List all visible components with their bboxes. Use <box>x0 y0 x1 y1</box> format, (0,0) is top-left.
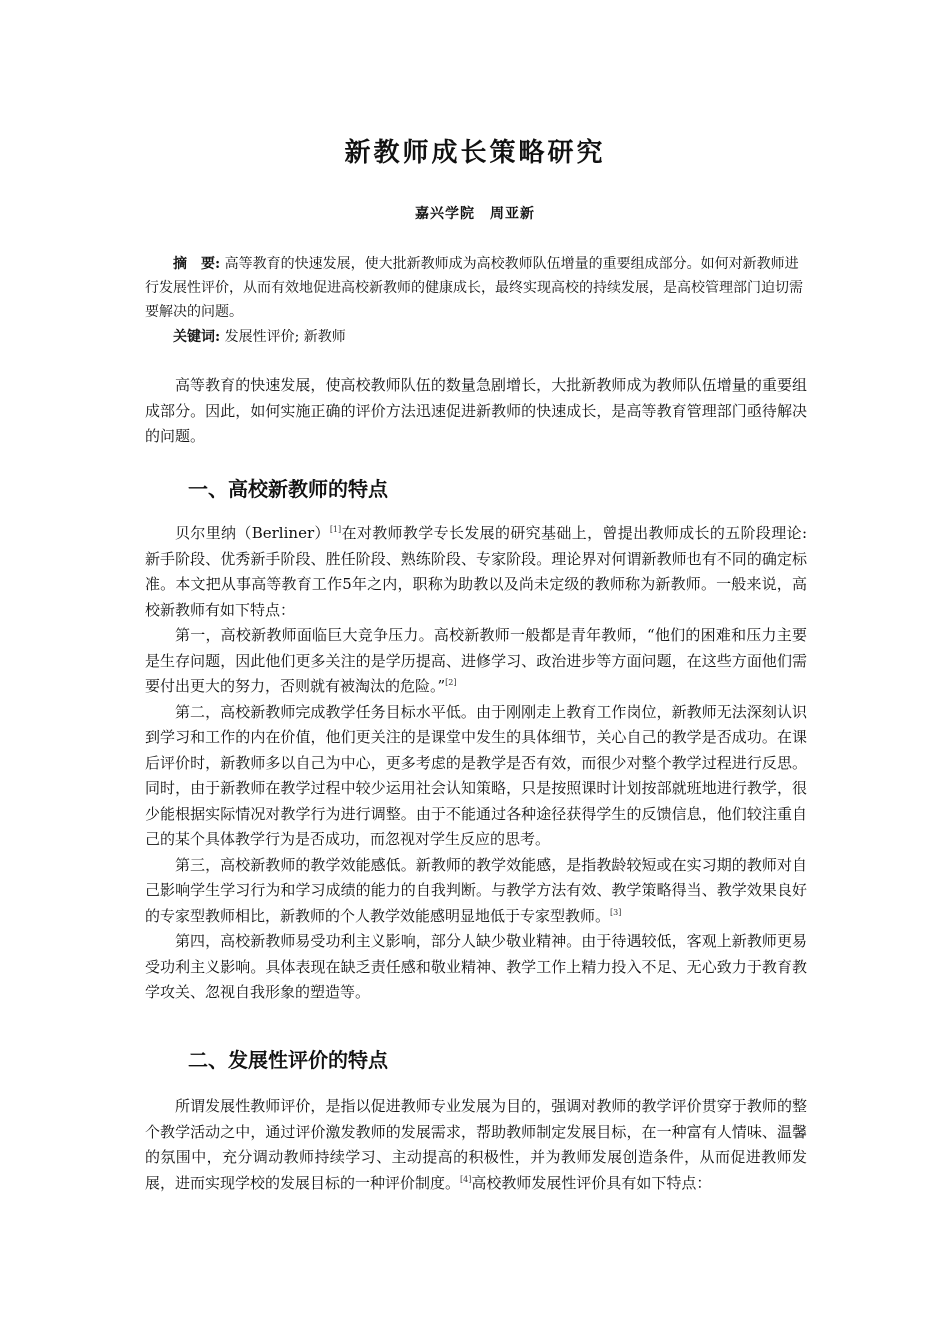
keywords <box>145 325 807 349</box>
section-1-paragraph-1 <box>145 521 807 623</box>
section-1-body <box>145 521 807 1006</box>
s2p1-tail: 高校教师发展性评价具有如下特点： <box>471 1173 712 1192</box>
s1p1-text-a: 贝尔里纳（Berliner） <box>175 524 330 542</box>
abstract-label: 摘 要: <box>173 256 221 272</box>
citation-ref: [3] <box>610 907 622 917</box>
citation-ref: [1] <box>329 525 342 534</box>
author-line: 嘉兴学院 周亚新 <box>415 206 535 222</box>
section-heading-1: 一、高校新教师的特点 <box>188 477 388 501</box>
section-heading-2: 二、发展性评价的特点 <box>188 1048 388 1072</box>
intro-paragraph: 高等教育的快速发展，使高校教师队伍的数量急剧增长，大批新教师成为教师队伍增量的重要组成部分。因此，如何实施正确的评价方法迅速促进新教师的快速成长，是高等教育管理部门亟待解决的问题。 <box>145 376 807 445</box>
section-2-paragraph-1 <box>145 1094 807 1196</box>
paper-title: 新教师成长策略研究 <box>344 138 606 168</box>
section-1-paragraph-4 <box>145 853 807 930</box>
s1p4-text: 第三，高校新教师的教学效能感低。新教师的教学效能感，是指教龄较短或在实习期的教师对自己影响学生学习行为和学习成绩的能力的自我判断。与教学方法有效、教学策略得当、教学效果良好的专家型教师相比，新教师的个人教学效能感明显地低于专家型教师。 <box>145 855 807 925</box>
abstract <box>145 252 807 324</box>
abstract-text: 高等教育的快速发展，使大批新教师成为高校教师队伍增量的重要组成部分。如何对新教师进行发展性评价，从而有效地促进高校新教师的健康成长，最终实现高校的持续发展，是高校管理部门迫切需要解决的问题。 <box>145 256 803 320</box>
keywords-text: 发展性评价; 新教师 <box>220 329 346 345</box>
s1p1-text-b: 在对教师教学专长发展的研究基础上，曾提出教师成长的五阶段理论:新手阶段、优秀新手阶段、胜任阶段、熟练阶段、专家阶段。理论界对何谓新教师也有不同的确定标准。本文把从事高等教育工作5年之内，职称为助教以及尚未定级的教师称为新教师。一般来说，高校新教师有如下特点： <box>145 524 807 619</box>
s2p1-text: 所谓发展性教师评价，是指以促进教师专业发展为目的，强调对教师的教学评价贯穿于教师的整个教学活动之中，通过评价激发教师的发展需求，帮助教师制定发展目标，在一种富有人情味、温馨的氛围中，充分调动教师持续学习、主动提高的积极性，并为教师发展创造条件，从而促进教师发展，进而实现学校的发展目标的一种评价制度。 <box>145 1097 807 1192</box>
section-1-paragraph-5: 第四，高校新教师易受功利主义影响，部分人缺少敬业精神。由于待遇较低，客观上新教师更易受功利主义影响。具体表现在缺乏责任感和敬业精神、教学工作上精力投入不足、无心致力于教育教学攻关、忽视自我形象的塑造等。 <box>145 932 807 1001</box>
section-1-paragraph-3: 第二，高校新教师完成教学任务目标水平低。由于刚刚走上教育工作岗位，新教师无法深刻认识到学习和工作的内在价值，他们更关注的是课堂中发生的具体细节，关心自己的教学是否成功。在课后评价时，新教师多以自己为中心，更多考虑的是教学是否有效，而很少对整个教学过程进行反思。同时，由于新教师在教学过程中较少运用社会认知策略，只是按照课时计划按部就班地进行教学，很少能根据实际情况对教学行为进行调整。由于不能通过各种途径获得学生的反馈信息，他们较注重自己的某个具体教学行为是否成功，而忽视对学生反应的思考。 <box>145 702 807 848</box>
keywords-label: 关键词: <box>173 329 221 345</box>
section-1-paragraph-2 <box>145 623 807 700</box>
citation-ref: [4] <box>460 1174 472 1184</box>
s1p2-text: 第一，高校新教师面临巨大竞争压力。高校新教师一般都是青年教师，“他们的困难和压力主要是生存问题，因此他们更多关注的是学历提高、进修学习、政治进步等方面问题，在这些方面他们需要付出更大的努力，否则就有被淘汰的危险。” <box>145 626 807 695</box>
citation-ref: [2] <box>445 678 457 687</box>
